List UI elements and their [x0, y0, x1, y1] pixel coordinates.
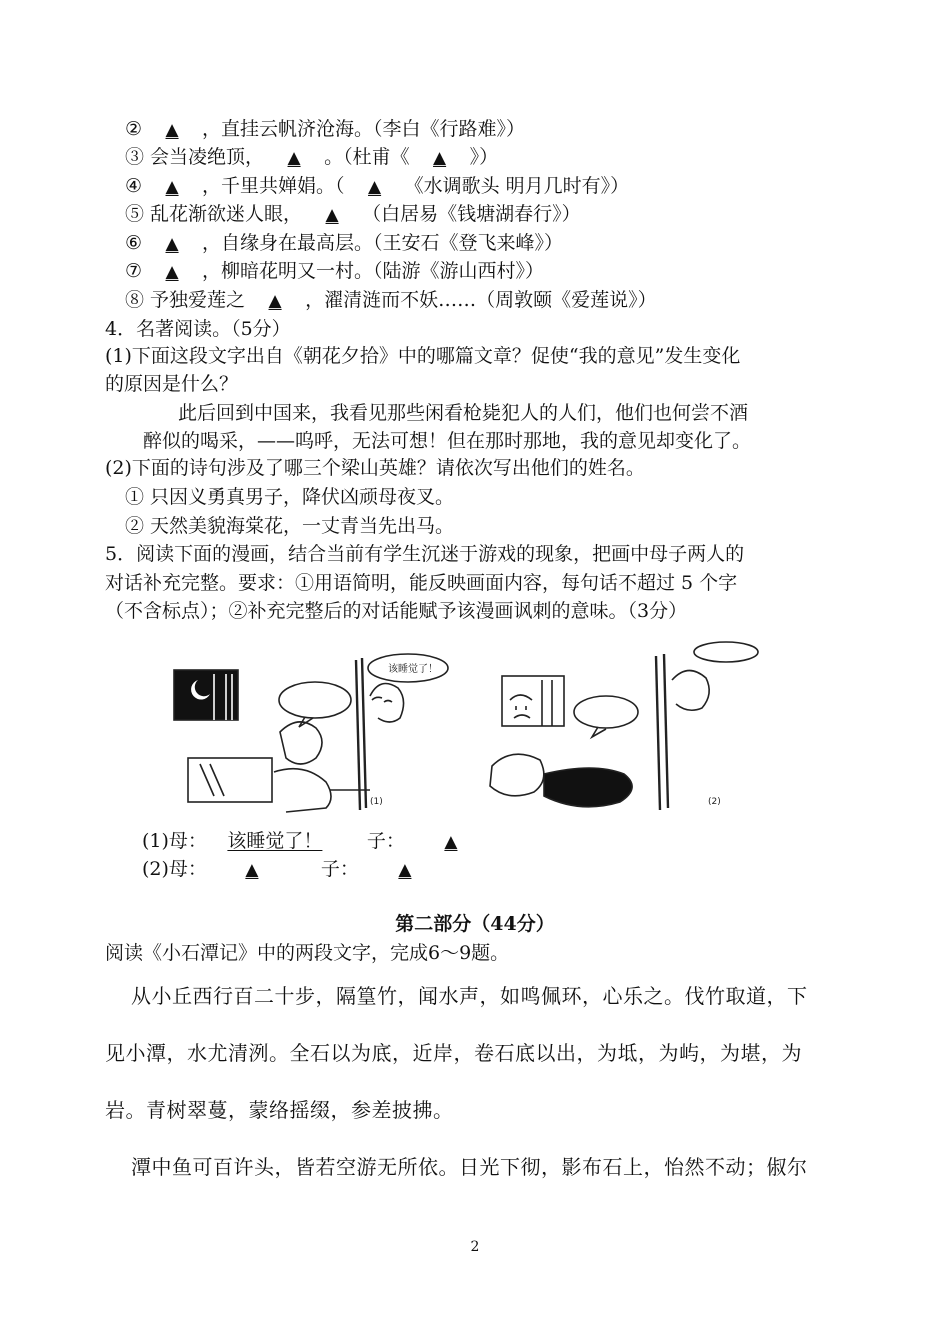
poem-number: ②	[125, 118, 143, 140]
comic-illustration	[170, 640, 782, 816]
poem-line	[125, 257, 544, 286]
poem-blank[interactable]: ▲	[325, 205, 339, 225]
poem-line	[125, 286, 657, 315]
poem-blank[interactable]: ▲	[287, 148, 301, 168]
passage-p1-line1: 从小丘西行百二十步，隔篁竹，闻水声，如鸣佩环，心乐之。伐竹取道，下	[131, 984, 808, 1008]
poem-number: ⑦	[125, 260, 143, 282]
poem-blank[interactable]: ▲	[165, 120, 179, 140]
q4-title: 4．名著阅读。（5分）	[105, 318, 291, 340]
poem-post-text: ，柳暗花明又一村。（陆游《游山西村》）	[202, 260, 545, 282]
poem-pre-text: 乱花渐欲迷人眼，	[144, 203, 303, 225]
comic-panel-2	[490, 642, 758, 810]
poem-pre-text: 予独爱莲之	[144, 289, 246, 311]
poem-post-text-2: 》）	[469, 146, 499, 168]
passage-p2-line1: 潭中鱼可百许头，皆若空游无所依。日光下彻，影布石上，怡然不动；俶尔	[131, 1155, 808, 1179]
poem-line	[125, 200, 581, 229]
q4-verse2: ② 天然美貌海棠花，一丈青当先出马。	[125, 515, 455, 537]
day-window	[502, 676, 564, 726]
poem-number: ⑧	[125, 289, 145, 311]
speech-bubble-child-2	[574, 696, 638, 728]
q5-line2: 对话补充完整。要求：①用语简明，能反映画面内容，每句话不超过 5 个字	[105, 572, 738, 594]
poem-number: ⑥	[125, 232, 143, 254]
poem-blank[interactable]: ▲	[165, 234, 179, 254]
answer-2-mother-label: (2)母：	[142, 858, 207, 880]
poem-blank-2[interactable]: ▲	[433, 148, 447, 168]
child-head	[280, 722, 322, 764]
answer-1-mother-label: (1)母：	[142, 830, 207, 852]
part2-intro: 阅读《小石潭记》中的两段文字，完成6～9题。	[105, 942, 510, 964]
poem-blank[interactable]: ▲	[268, 291, 282, 311]
poem-post-text: ，千里共婵娟。（	[202, 175, 345, 197]
q5-line3: （不含标点）；②补充完整后的对话能赋予该漫画讽刺的意味。（3分）	[105, 600, 688, 622]
q4-quote-line2: 醉似的喝采，——呜呼，无法可想！但在那时那地，我的意见却变化了。	[143, 430, 752, 452]
q5-line1: 5．阅读下面的漫画，结合当前有学生沉迷于游戏的现象，把画中母子两人的	[105, 543, 745, 565]
answer-1-mother-blank[interactable]: 该睡觉了！	[227, 830, 323, 852]
poem-blank[interactable]: ▲	[165, 177, 179, 197]
q5-answer-2	[142, 855, 451, 884]
mother-head-2	[672, 670, 709, 710]
comic-speech-text: 该睡觉了！	[388, 664, 438, 675]
night-window	[174, 670, 238, 720]
answer-2-child-label: 子：	[320, 858, 359, 880]
poem-post-text: ，濯清涟而不妖……（周敦颐《爱莲说》）	[305, 289, 657, 311]
panel-2-label: (2)	[708, 797, 721, 807]
part2-heading: 第二部分（44分）	[395, 913, 555, 935]
child-sleeping	[490, 754, 544, 796]
comic-panel-1	[174, 654, 448, 812]
poem-post-text: 。（杜甫《	[324, 146, 410, 168]
q5-answer-1	[142, 827, 497, 856]
q4-sub1-line2: 的原因是什么？	[105, 373, 239, 395]
answer-1-child-label: 子：	[366, 830, 405, 852]
passage-p1-line3: 岩。青树翠蔓，蒙络摇缀，参差披拂。	[105, 1098, 454, 1122]
speech-bubble-child	[279, 682, 351, 718]
poem-blank-2[interactable]: ▲	[368, 177, 382, 197]
panel-1-label: (1)	[370, 797, 383, 807]
q4-sub1-line1: (1)下面这段文字出自《朝花夕拾》中的哪篇文章？促使“我的意见”发生变化	[105, 345, 741, 367]
poem-number: ⑤	[125, 203, 145, 225]
answer-1-child-blank[interactable]: ▲	[444, 832, 458, 852]
poem-line	[125, 172, 629, 201]
q4-sub2: (2)下面的诗句涉及了哪三个梁山英雄？请依次写出他们的姓名。	[105, 457, 645, 479]
poem-line	[125, 229, 563, 258]
poem-pre-text: 会当凌绝顶，	[144, 146, 265, 168]
answer-2-mother-blank[interactable]: ▲	[245, 860, 259, 880]
poem-number: ③	[125, 146, 145, 168]
mother-head	[370, 684, 404, 723]
passage-p1-line2: 见小潭，水尤清洌。全石以为底，近岸，卷石底以出，为坻，为屿，为堪，为	[105, 1041, 802, 1065]
speech-bubble-mother-2	[694, 642, 758, 662]
poem-line	[125, 143, 498, 172]
page-number: 2	[470, 1239, 480, 1255]
poem-line	[125, 115, 525, 144]
q4-quote-line1: 此后回到中国来，我看见那些闲看枪毙犯人的人们，他们也何尝不酒	[178, 402, 749, 424]
poem-post-text-2: 《水调歌头 明月几时有》）	[404, 175, 630, 197]
poem-post-text: （白居易《钱塘湖春行》）	[362, 203, 581, 225]
poem-blank[interactable]: ▲	[165, 262, 179, 282]
poem-post-text: ，自缘身在最高层。（王安石《登飞来峰》）	[202, 232, 564, 254]
answer-2-child-blank[interactable]: ▲	[398, 860, 412, 880]
poem-number: ④	[125, 175, 143, 197]
q4-verse1: ① 只因义勇真男子，降伏凶顽母夜叉。	[125, 486, 455, 508]
poem-post-text: ，直挂云帆济沧海。（李白《行路难》）	[202, 118, 526, 140]
child-body	[544, 768, 632, 807]
